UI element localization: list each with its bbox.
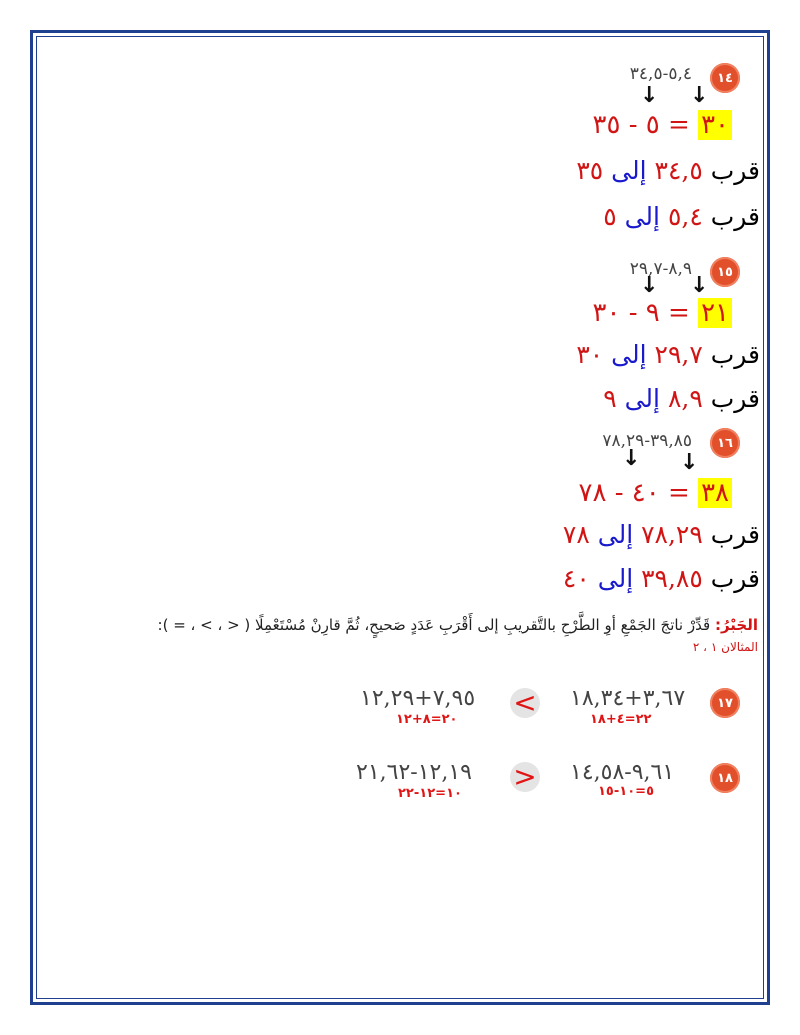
problem-14-badge: ١٤ [710,63,740,93]
problem-15-rounding-line-2: قرب ٨,٩ إلى ٩ [603,384,760,413]
algebra-instruction: الجَبْرُ: قَدِّرْ ناتجَ الجَمْعِ أوِ الطَّرْحِ بالتَّقريبِ إلى أَقْرَبِ عَدَدٍ صَحيحٍ، ثُمَّ قارِنْ مُسْتَعْمِلًا ( < ، > ، = ): [157,616,758,634]
problem-14-rounding-line-2: قرب ٥,٤ إلى ٥ [603,202,760,231]
problem-16-badge: ١٦ [710,428,740,458]
problem-16-expression: ٣٩,٨٥-٧٨,٢٩ [602,431,692,451]
problem-18-left-expression: ١٢,١٩-٢١,٦٢ [356,760,472,785]
problem-18-comparison: > [510,762,540,792]
problem-16-equation [579,478,732,508]
problem-17-right-expression: ٣,٦٧+١٨,٣٤ [570,686,686,711]
problem-17-right-estimate: ٢٢=٤+١٨ [590,712,652,727]
down-arrow-icon: ↓ [640,273,659,298]
problem-18-badge: ١٨ [710,763,740,793]
problem-14-equation [593,110,733,140]
problem-14-rounding-line-1: قرب ٣٤,٥ إلى ٣٥ [576,156,760,185]
problem-18-right-estimate: ٥=١٠-١٥ [598,784,654,799]
problem-17-left-estimate: ٢٠=٨+١٢ [396,712,458,727]
problem-17-comparison: < [510,688,540,718]
examples-reference: المثالان ١ ، ٢ [692,640,758,654]
down-arrow-icon: ↓ [690,83,709,108]
problem-15-equation-rest: = ٩ - ٣٠ [592,298,690,328]
down-arrow-icon: ↓ [680,450,699,475]
down-arrow-icon: ↓ [640,83,659,108]
problem-14-equation-rest: = ٥ - ٣٥ [592,110,690,140]
problem-16-equation-rest: = ٤٠ - ٧٨ [578,478,690,508]
problem-18-left-estimate: ١٠=١٢-٢٢ [398,786,462,801]
problem-15-answer: ٢١ [698,298,732,328]
problem-16-rounding-line-2: قرب ٣٩,٨٥ إلى ٤٠ [562,564,760,593]
problem-18-right-expression: ٩,٦١-١٤,٥٨ [570,760,675,785]
problem-16-rounding-line-1: قرب ٧٨,٢٩ إلى ٧٨ [562,520,760,549]
problem-15-equation [593,298,733,328]
problem-17-left-expression: ٧,٩٥+١٢,٢٩ [360,686,476,711]
down-arrow-icon: ↓ [690,273,709,298]
problem-15-badge: ١٥ [710,257,740,287]
problem-17-badge: ١٧ [710,688,740,718]
problem-15-rounding-line-1: قرب ٢٩,٧ إلى ٣٠ [576,340,760,369]
problem-15-expression: ٨,٩-٢٩,٧ [629,259,692,279]
problem-16-answer: ٣٨ [698,478,732,508]
down-arrow-icon: ↓ [622,446,641,471]
problem-14-answer: ٣٠ [698,110,732,140]
algebra-title: الجَبْرُ: [714,616,758,634]
problem-14-expression: ٥,٤-٣٤,٥ [629,64,692,84]
